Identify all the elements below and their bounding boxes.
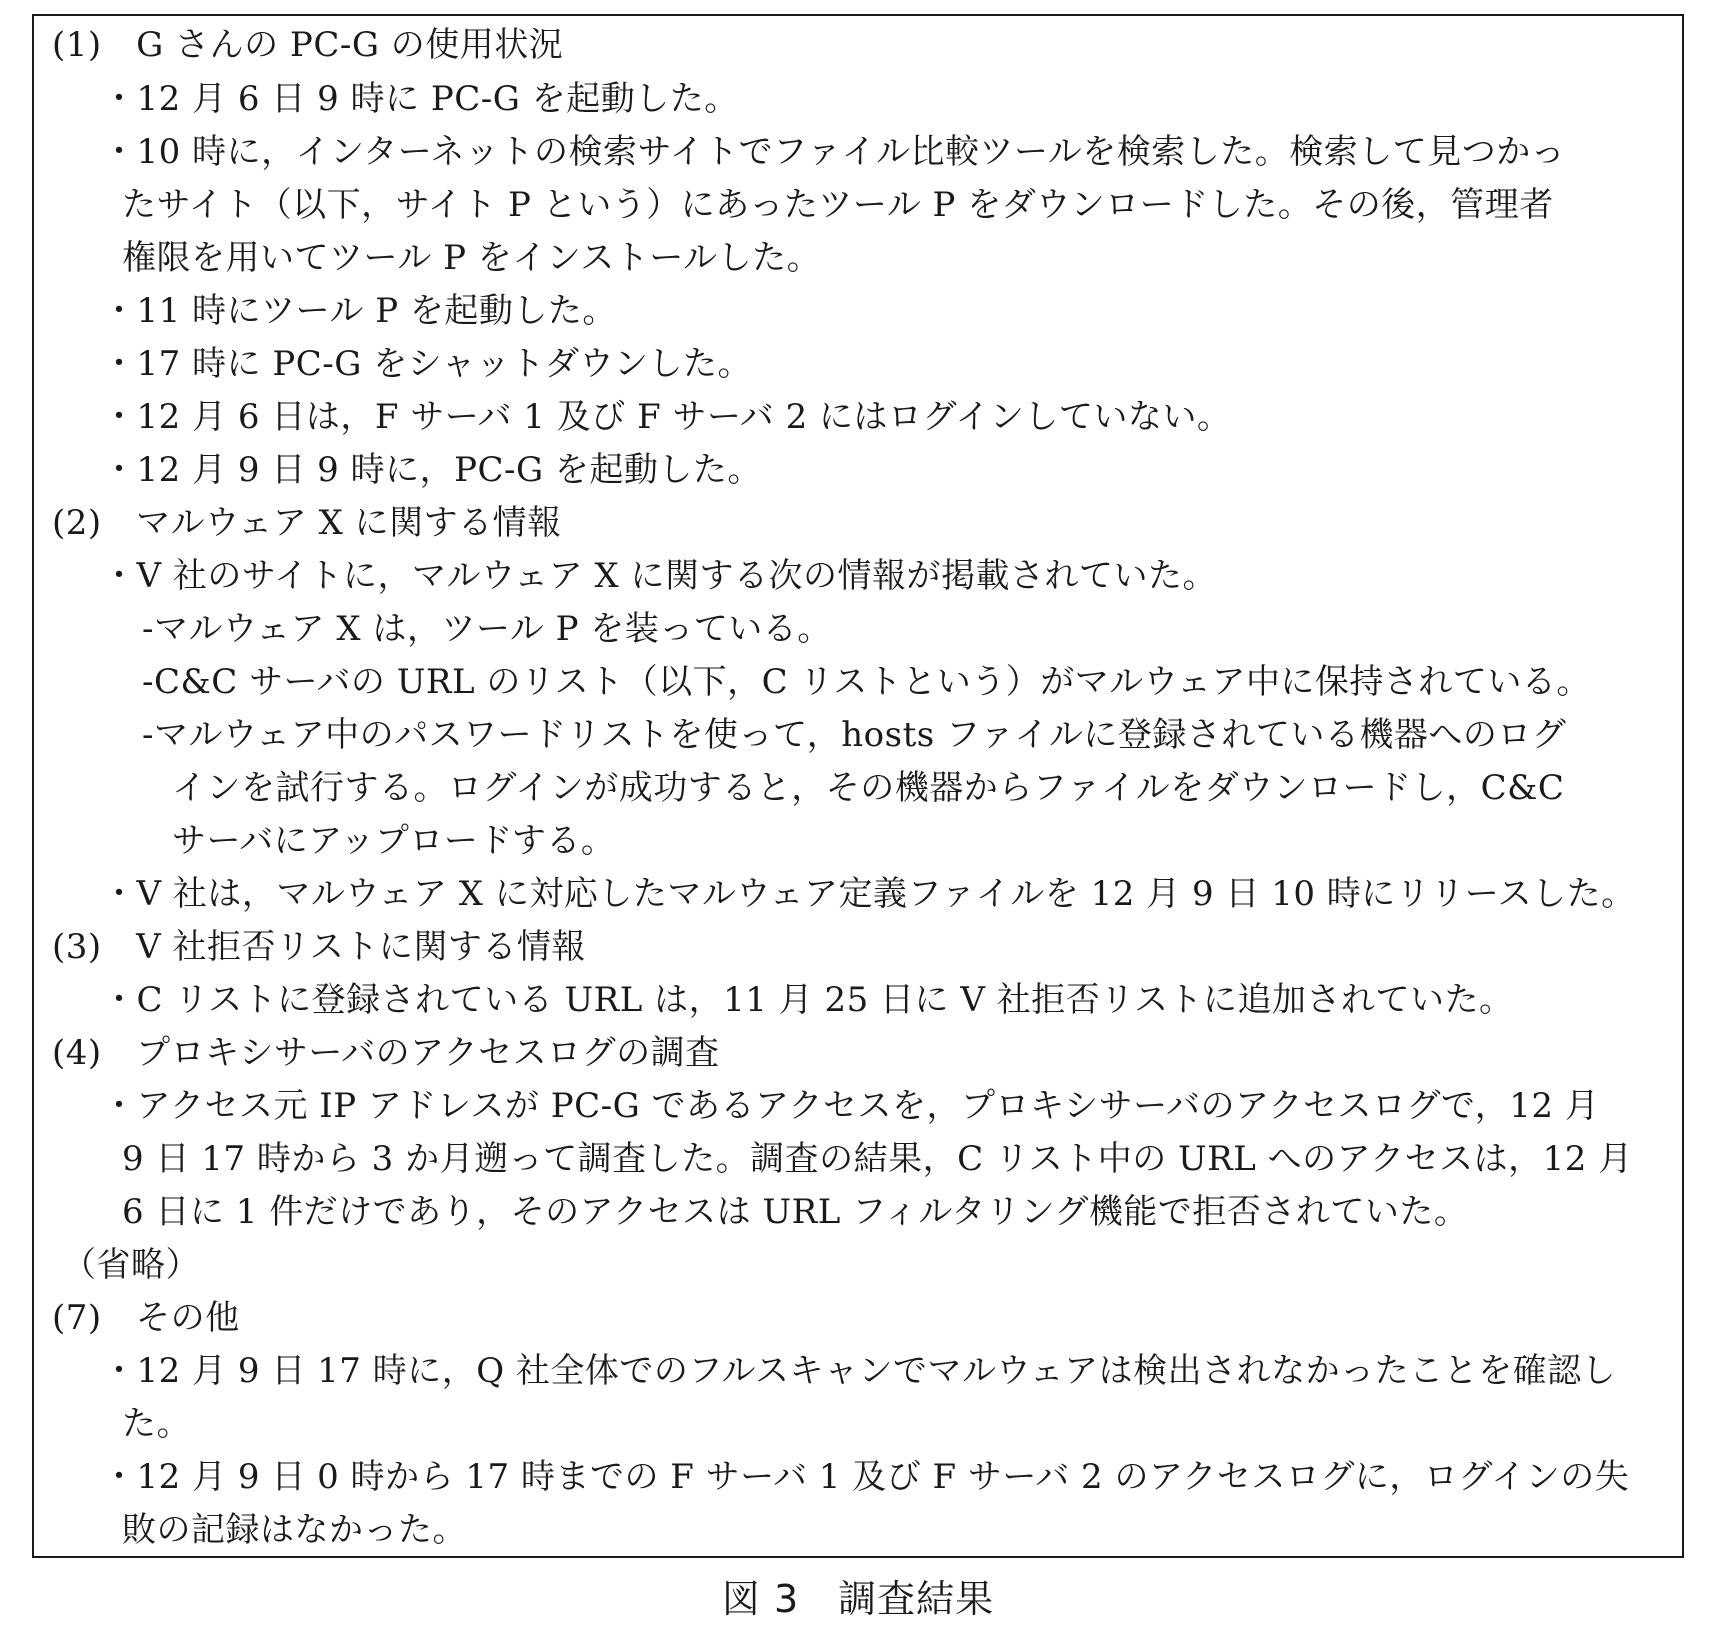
bullet-continuation: 9 日 17 時から 3 か月遡って調査した。調査の結果，C リスト中の URL へのアクセスは，12 月 xyxy=(122,1139,1633,1179)
bullet-item: ・11 時にツール P を起動した。 xyxy=(102,291,617,331)
bullet-item: ・17 時に PC-G をシャットダウンした。 xyxy=(102,344,753,384)
section-heading-4: (4) プロキシサーバのアクセスログの調査 xyxy=(52,1033,720,1073)
bullet-continuation: 6 日に 1 件だけであり，そのアクセスは URL フィルタリング機能で拒否されていた。 xyxy=(122,1192,1469,1232)
section-heading-3: (3) V 社拒否リストに関する情報 xyxy=(52,927,586,967)
bullet-item: ・12 月 6 日は，F サーバ 1 及び F サーバ 2 にはログインしていない。 xyxy=(102,397,1232,437)
section-heading-7: (7) その他 xyxy=(52,1298,240,1338)
bullet-item: ・10 時に，インターネットの検索サイトでファイル比較ツールを検索した。検索して見つかっ xyxy=(102,132,1566,172)
bullet-item: ・C リストに登録されている URL は，11 月 25 日に V 社拒否リストに追加されていた。 xyxy=(102,980,1514,1020)
bullet-continuation: 権限を用いてツール P をインストールした。 xyxy=(122,238,822,278)
omission-note: （省略） xyxy=(62,1245,200,1285)
sub-item: ‐マルウェア X は，ツール P を装っている。 xyxy=(142,609,832,649)
bullet-item: ・V 社は，マルウェア X に対応したマルウェア定義ファイルを 12 月 9 日 10 時にリリースした。 xyxy=(102,874,1636,914)
bullet-item: ・アクセス元 IP アドレスが PC-G であるアクセスを，プロキシサーバのアクセスログで，12 月 xyxy=(102,1086,1600,1126)
sub-item-continuation: サーバにアップロードする。 xyxy=(172,821,616,861)
bullet-continuation: たサイト（以下，サイト P という）にあったツール P をダウンロードした。その後，管理者 xyxy=(122,185,1554,225)
bullet-continuation: た。 xyxy=(122,1404,191,1444)
bullet-item: ・12 月 6 日 9 時に PC-G を起動した。 xyxy=(102,79,739,119)
sub-item: ‐C&C サーバの URL のリスト（以下，C リストという）がマルウェア中に保持されている。 xyxy=(142,662,1591,702)
bullet-item: ・12 月 9 日 9 時に，PC-G を起動した。 xyxy=(102,450,762,490)
sub-item: ‐マルウェア中のパスワードリストを使って，hosts ファイルに登録されている機器へのログ xyxy=(142,715,1567,755)
bullet-item: ・V 社のサイトに，マルウェア X に関する次の情報が掲載されていた。 xyxy=(102,556,1217,596)
figure-caption: 図 3 調査結果 xyxy=(721,1577,995,1621)
bullet-continuation: 敗の記録はなかった。 xyxy=(122,1510,467,1550)
section-heading-1: (1) G さんの PC-G の使用状況 xyxy=(52,25,564,65)
section-heading-2: (2) マルウェア X に関する情報 xyxy=(52,503,562,543)
bullet-item: ・12 月 9 日 17 時に，Q 社全体でのフルスキャンでマルウェアは検出されなかったことを確認し xyxy=(102,1351,1617,1391)
bullet-item: ・12 月 9 日 0 時から 17 時までの F サーバ 1 及び F サーバ 2 のアクセスログに，ログインの失 xyxy=(102,1457,1630,1497)
sub-item-continuation: インを試行する。ログインが成功すると，その機器からファイルをダウンロードし，C&C xyxy=(172,768,1565,808)
